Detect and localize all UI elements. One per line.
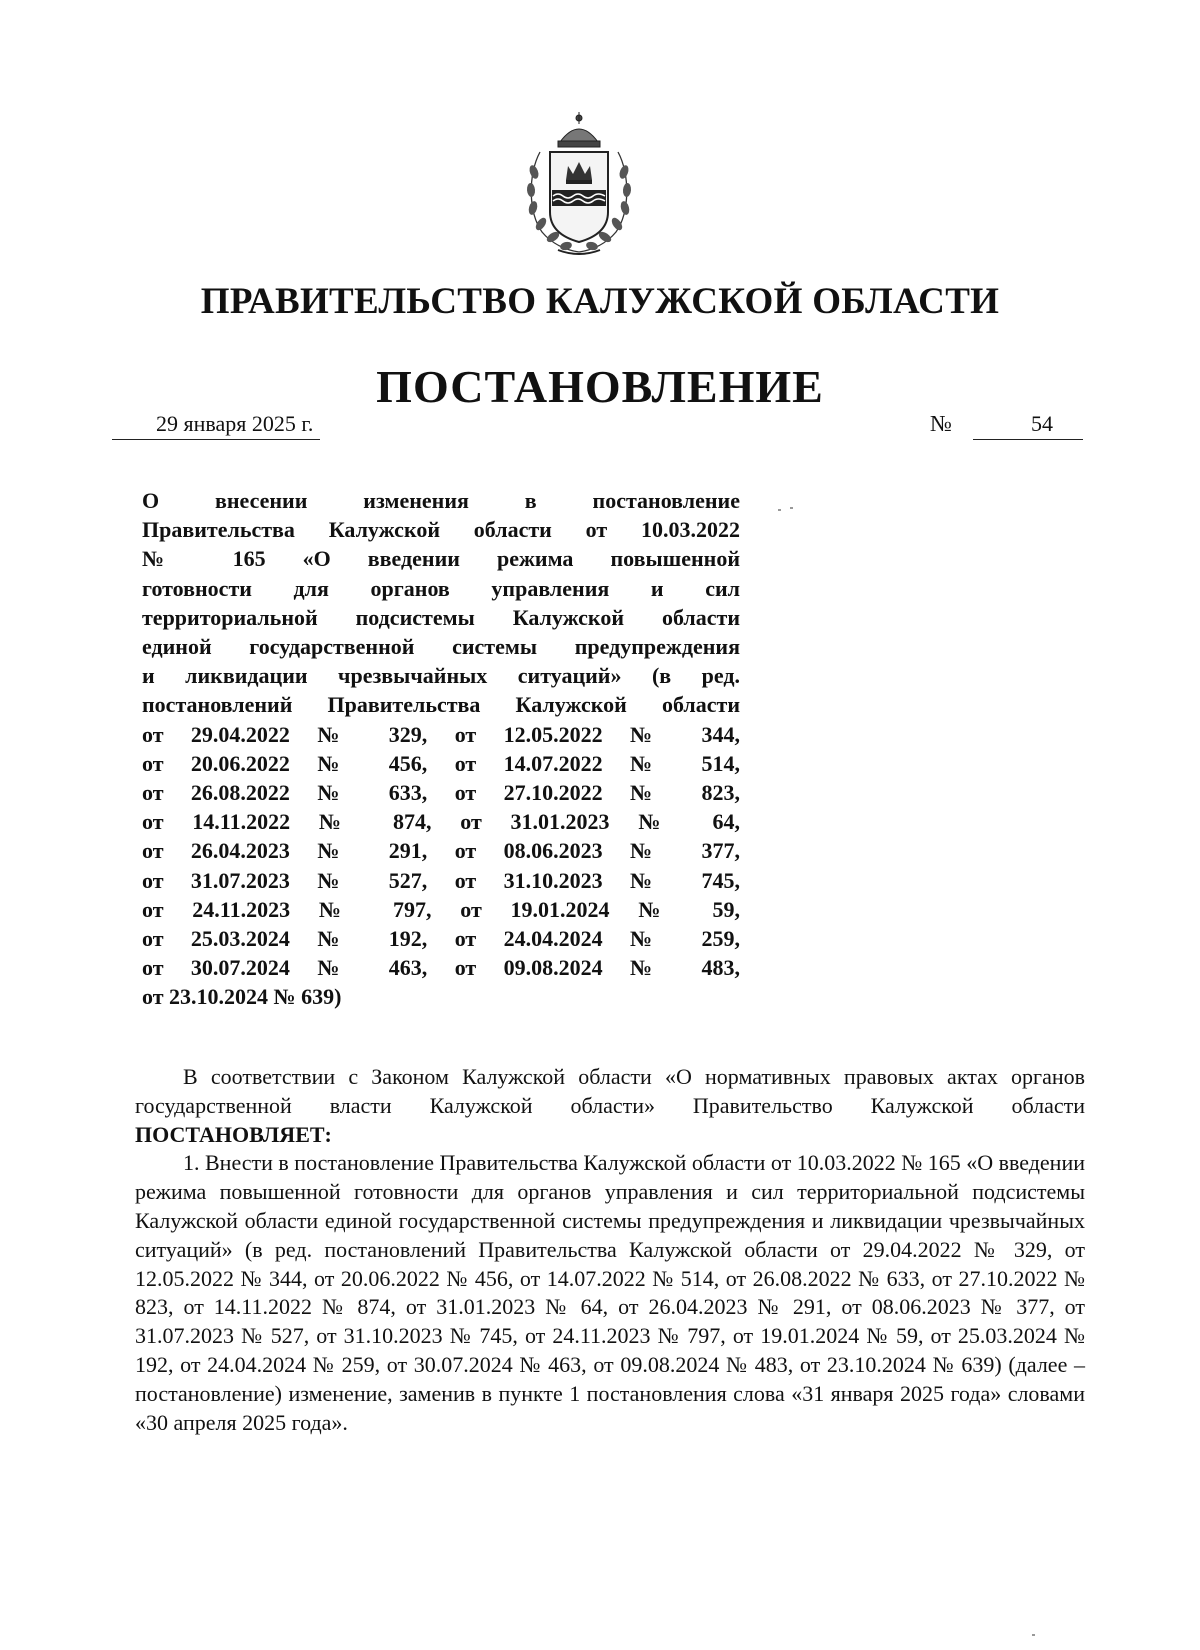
scan-speck [778, 509, 781, 511]
document-date: 29 января 2025 г. [112, 410, 320, 440]
subject-line: территориальной подсистемы Калужской области [142, 604, 740, 630]
preamble-text: В соответствии с Законом Калужской области «О нормативных правовых актах органов государственной власти Калужской области» Правительство Калужской области [135, 1064, 1085, 1118]
subject-line: от 31.07.2023 № 527, от 31.10.2023 № 745, [142, 867, 740, 893]
item-1-paragraph: 1. Внести в постановление Правительства Калужской области от 10.03.2022 № 165 «О введении режима повышенной готовности для органов управления и сил территориальной подсистемы Калужской области единой государственной системы предупреждения и ликвидации чрезвычайных ситуаций» (в ред. постановлений Правительства Калужской области от 29.04.2022 № 329, от 12.05.2022 № 344, от 20.06.2022 № 456, от 14.07.2022 № 514, от 26.08.2022 № 633, от 27.10.2022 № 823, от 14.11.2022 № 874, от 31.01.2023 № 64, от 26.04.2023 № 291, от 08.06.2023 № 377, от 31.07.2023 № 527, от 31.10.2023 № 745, от 24.11.2023 № 797, от 19.01.2024 № 59, от 25.03.2024 № 192, от 24.04.2024 № 259, от 30.07.2024 № 463, от 09.08.2024 № 483, от 23.10.2024 № 639) (далее – постановление) изменение, заменив в пункте 1 постановления слова «31 января 2025 года» словами «30 апреля 2025 года». [135, 1150, 1085, 1435]
document-number: 54 [973, 410, 1083, 440]
subject-line: О внесении изменения в постановление [142, 488, 740, 513]
subject-line: единой государственной системы предупреждения [142, 634, 740, 660]
document-body [135, 1063, 1085, 1437]
subject-line: и ликвидации чрезвычайных ситуаций» (в ред. [142, 663, 740, 689]
subject-line: от 30.07.2024 № 463, от 09.08.2024 № 483, [142, 955, 740, 981]
subject-line: от 26.08.2022 № 633, от 27.10.2022 № 823, [142, 780, 740, 806]
preamble-paragraph [135, 1063, 1085, 1149]
scan-speck [1032, 1634, 1035, 1636]
subject-line: от 20.06.2022 № 456, от 14.07.2022 № 514, [142, 750, 740, 776]
subject-line: № 165 «О введении режима повышенной [142, 546, 740, 572]
subject-line: от 14.11.2022 № 874, от 31.01.2023 № 64, [142, 809, 740, 835]
subject-line: от 23.10.2024 № 639) [142, 984, 342, 1010]
number-sign: № [930, 411, 952, 436]
subject-line: Правительства Калужской области от 10.03.2022 [142, 517, 740, 543]
scan-speck [790, 507, 793, 509]
organization-title: ПРАВИТЕЛЬСТВО КАЛУЖСКОЙ ОБЛАСТИ [200, 281, 1000, 322]
subject-line: готовности для органов управления и сил [142, 575, 740, 601]
subject-line: от 24.11.2023 № 797, от 19.01.2024 № 59, [142, 896, 740, 922]
subject-line: от 25.03.2024 № 192, от 24.04.2024 № 259, [142, 926, 740, 952]
document-subject [142, 486, 740, 1012]
document-type: ПОСТАНОВЛЕНИЕ [376, 361, 824, 412]
subject-line: от 26.04.2023 № 291, от 08.06.2023 № 377, [142, 838, 740, 864]
subject-line: постановлений Правительства Калужской области [142, 692, 740, 718]
subject-line: от 29.04.2022 № 329, от 12.05.2022 № 344, [142, 721, 740, 747]
coat-of-arms-icon [522, 112, 636, 258]
resolves-keyword: ПОСТАНОВЛЯЕТ: [135, 1121, 332, 1147]
